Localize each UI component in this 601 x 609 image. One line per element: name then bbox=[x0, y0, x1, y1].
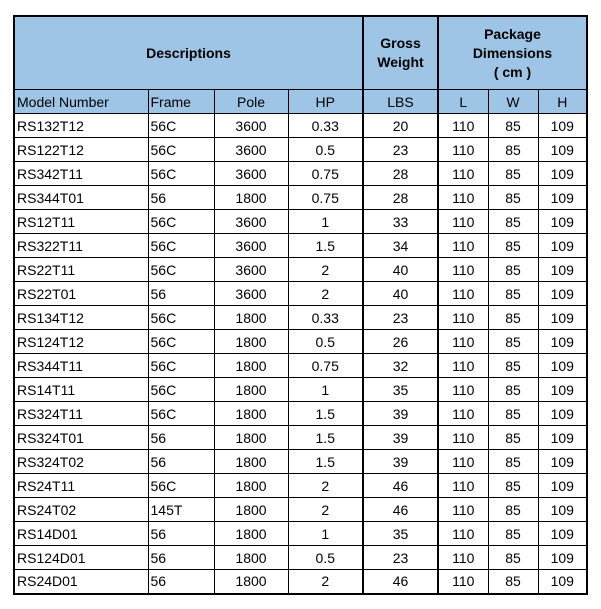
pole-cell: 1800 bbox=[214, 186, 288, 210]
height-cell: 109 bbox=[538, 426, 587, 450]
height-cell: 109 bbox=[538, 546, 587, 570]
length-cell: 110 bbox=[438, 474, 488, 498]
width-cell: 85 bbox=[488, 258, 538, 282]
height-cell: 109 bbox=[538, 234, 587, 258]
frame-cell: 56C bbox=[148, 138, 214, 162]
lbs-cell: 34 bbox=[363, 234, 438, 258]
hp-cell: 2 bbox=[288, 282, 363, 306]
package-line1: Package bbox=[484, 25, 541, 42]
height-cell: 109 bbox=[538, 186, 587, 210]
width-cell: 85 bbox=[488, 210, 538, 234]
width-cell: 85 bbox=[488, 474, 538, 498]
column-header-pole: Pole bbox=[214, 90, 288, 114]
table-row bbox=[14, 570, 587, 594]
model-number-cell: RS344T01 bbox=[14, 186, 148, 210]
frame-cell: 56 bbox=[148, 282, 214, 306]
frame-cell: 56 bbox=[148, 186, 214, 210]
model-number-cell: RS322T11 bbox=[14, 234, 148, 258]
table-row bbox=[14, 498, 587, 522]
length-cell: 110 bbox=[438, 354, 488, 378]
lbs-cell: 23 bbox=[363, 306, 438, 330]
hp-cell: 0.5 bbox=[288, 330, 363, 354]
pole-cell: 3600 bbox=[214, 258, 288, 282]
length-cell: 110 bbox=[438, 426, 488, 450]
length-cell: 110 bbox=[438, 258, 488, 282]
column-header-model: Model Number bbox=[14, 90, 148, 114]
width-cell: 85 bbox=[488, 570, 538, 594]
width-cell: 85 bbox=[488, 186, 538, 210]
length-cell: 110 bbox=[438, 186, 488, 210]
height-cell: 109 bbox=[538, 138, 587, 162]
table-row bbox=[14, 186, 587, 210]
lbs-cell: 46 bbox=[363, 498, 438, 522]
model-number-cell: RS22T01 bbox=[14, 282, 148, 306]
lbs-cell: 40 bbox=[363, 282, 438, 306]
height-cell: 109 bbox=[538, 570, 587, 594]
hp-cell: 1 bbox=[288, 210, 363, 234]
height-cell: 109 bbox=[538, 258, 587, 282]
hp-cell: 2 bbox=[288, 498, 363, 522]
frame-cell: 56C bbox=[148, 162, 214, 186]
table-row bbox=[14, 210, 587, 234]
frame-cell: 56C bbox=[148, 210, 214, 234]
pole-cell: 1800 bbox=[214, 498, 288, 522]
length-cell: 110 bbox=[438, 210, 488, 234]
table-row bbox=[14, 450, 587, 474]
model-number-cell: RS134T12 bbox=[14, 306, 148, 330]
length-cell: 110 bbox=[438, 498, 488, 522]
table-row bbox=[14, 474, 587, 498]
length-cell: 110 bbox=[438, 522, 488, 546]
table-row bbox=[14, 138, 587, 162]
frame-cell: 56C bbox=[148, 258, 214, 282]
model-number-cell: RS324T11 bbox=[14, 402, 148, 426]
lbs-cell: 28 bbox=[363, 186, 438, 210]
gross-weight-line1: Gross bbox=[380, 35, 421, 51]
motor-spec-table bbox=[13, 15, 588, 595]
frame-cell: 56C bbox=[148, 354, 214, 378]
width-cell: 85 bbox=[488, 426, 538, 450]
length-cell: 110 bbox=[438, 282, 488, 306]
column-header-lbs: LBS bbox=[363, 90, 438, 114]
column-header-l: L bbox=[438, 90, 488, 114]
length-cell: 110 bbox=[438, 378, 488, 402]
lbs-cell: 39 bbox=[363, 402, 438, 426]
model-number-cell: RS24T02 bbox=[14, 498, 148, 522]
pole-cell: 3600 bbox=[214, 210, 288, 234]
frame-cell: 56C bbox=[148, 474, 214, 498]
pole-cell: 1800 bbox=[214, 330, 288, 354]
hp-cell: 1.5 bbox=[288, 450, 363, 474]
hp-cell: 0.5 bbox=[288, 546, 363, 570]
length-cell: 110 bbox=[438, 330, 488, 354]
length-cell: 110 bbox=[438, 306, 488, 330]
pole-cell: 1800 bbox=[214, 378, 288, 402]
height-cell: 109 bbox=[538, 450, 587, 474]
pole-cell: 1800 bbox=[214, 354, 288, 378]
frame-cell: 56C bbox=[148, 306, 214, 330]
height-cell: 109 bbox=[538, 378, 587, 402]
pole-cell: 1800 bbox=[214, 546, 288, 570]
lbs-cell: 26 bbox=[363, 330, 438, 354]
width-cell: 85 bbox=[488, 330, 538, 354]
height-cell: 109 bbox=[538, 522, 587, 546]
frame-cell: 56C bbox=[148, 378, 214, 402]
hp-cell: 0.5 bbox=[288, 138, 363, 162]
pole-cell: 1800 bbox=[214, 306, 288, 330]
length-cell: 110 bbox=[438, 162, 488, 186]
width-cell: 85 bbox=[488, 234, 538, 258]
height-cell: 109 bbox=[538, 162, 587, 186]
width-cell: 85 bbox=[488, 306, 538, 330]
model-number-cell: RS324T01 bbox=[14, 426, 148, 450]
length-cell: 110 bbox=[438, 570, 488, 594]
hp-cell: 2 bbox=[288, 474, 363, 498]
length-cell: 110 bbox=[438, 234, 488, 258]
height-cell: 109 bbox=[538, 306, 587, 330]
lbs-cell: 23 bbox=[363, 138, 438, 162]
width-cell: 85 bbox=[488, 114, 538, 138]
length-cell: 110 bbox=[438, 114, 488, 138]
pole-cell: 1800 bbox=[214, 522, 288, 546]
column-header-h: H bbox=[538, 90, 587, 114]
lbs-cell: 39 bbox=[363, 426, 438, 450]
frame-cell: 56 bbox=[148, 450, 214, 474]
table-row bbox=[14, 282, 587, 306]
hp-cell: 0.33 bbox=[288, 306, 363, 330]
width-cell: 85 bbox=[488, 498, 538, 522]
pole-cell: 3600 bbox=[214, 234, 288, 258]
table-row bbox=[14, 330, 587, 354]
width-cell: 85 bbox=[488, 450, 538, 474]
height-cell: 109 bbox=[538, 330, 587, 354]
pole-cell: 3600 bbox=[214, 114, 288, 138]
frame-cell: 56C bbox=[148, 114, 214, 138]
frame-cell: 145T bbox=[148, 498, 214, 522]
pole-cell: 1800 bbox=[214, 570, 288, 594]
model-number-cell: RS12T11 bbox=[14, 210, 148, 234]
hp-cell: 1.5 bbox=[288, 402, 363, 426]
lbs-cell: 23 bbox=[363, 546, 438, 570]
table-row bbox=[14, 258, 587, 282]
height-cell: 109 bbox=[538, 498, 587, 522]
hp-cell: 1 bbox=[288, 378, 363, 402]
pole-cell: 3600 bbox=[214, 282, 288, 306]
height-cell: 109 bbox=[538, 114, 587, 138]
height-cell: 109 bbox=[538, 282, 587, 306]
model-number-cell: RS124D01 bbox=[14, 546, 148, 570]
lbs-cell: 46 bbox=[363, 474, 438, 498]
hp-cell: 1.5 bbox=[288, 234, 363, 258]
width-cell: 85 bbox=[488, 522, 538, 546]
table-row bbox=[14, 426, 587, 450]
lbs-cell: 46 bbox=[363, 570, 438, 594]
gross-weight-line2: Weight bbox=[377, 54, 424, 70]
width-cell: 85 bbox=[488, 282, 538, 306]
frame-cell: 56C bbox=[148, 234, 214, 258]
table-body bbox=[14, 114, 587, 594]
column-header-hp: HP bbox=[288, 90, 363, 114]
hp-cell: 2 bbox=[288, 258, 363, 282]
hp-cell: 1 bbox=[288, 522, 363, 546]
model-number-cell: RS22T11 bbox=[14, 258, 148, 282]
width-cell: 85 bbox=[488, 402, 538, 426]
model-number-cell: RS124T12 bbox=[14, 330, 148, 354]
column-header-row bbox=[14, 90, 587, 114]
width-cell: 85 bbox=[488, 138, 538, 162]
table-row bbox=[14, 306, 587, 330]
table-row bbox=[14, 162, 587, 186]
table-row bbox=[14, 546, 587, 570]
table-row bbox=[14, 114, 587, 138]
descriptions-header: Descriptions bbox=[14, 16, 363, 90]
frame-cell: 56 bbox=[148, 546, 214, 570]
model-number-cell: RS24T11 bbox=[14, 474, 148, 498]
model-number-cell: RS14T11 bbox=[14, 378, 148, 402]
frame-cell: 56C bbox=[148, 330, 214, 354]
table-row bbox=[14, 354, 587, 378]
model-number-cell: RS342T11 bbox=[14, 162, 148, 186]
height-cell: 109 bbox=[538, 402, 587, 426]
header-group-row bbox=[14, 16, 587, 90]
package-line2: Dimensions bbox=[472, 44, 553, 61]
length-cell: 110 bbox=[438, 402, 488, 426]
hp-cell: 0.33 bbox=[288, 114, 363, 138]
height-cell: 109 bbox=[538, 354, 587, 378]
lbs-cell: 32 bbox=[363, 354, 438, 378]
pole-cell: 1800 bbox=[214, 450, 288, 474]
hp-cell: 0.75 bbox=[288, 162, 363, 186]
pole-cell: 1800 bbox=[214, 402, 288, 426]
lbs-cell: 20 bbox=[363, 114, 438, 138]
length-cell: 110 bbox=[438, 138, 488, 162]
length-cell: 110 bbox=[438, 450, 488, 474]
table-row bbox=[14, 522, 587, 546]
width-cell: 85 bbox=[488, 162, 538, 186]
model-number-cell: RS24D01 bbox=[14, 570, 148, 594]
width-cell: 85 bbox=[488, 378, 538, 402]
column-header-w: W bbox=[488, 90, 538, 114]
package-dimensions-header bbox=[438, 16, 587, 90]
column-header-frame: Frame bbox=[148, 90, 214, 114]
model-number-cell: RS14D01 bbox=[14, 522, 148, 546]
table-row bbox=[14, 402, 587, 426]
lbs-cell: 40 bbox=[363, 258, 438, 282]
height-cell: 109 bbox=[538, 210, 587, 234]
lbs-cell: 35 bbox=[363, 522, 438, 546]
width-cell: 85 bbox=[488, 546, 538, 570]
frame-cell: 56 bbox=[148, 522, 214, 546]
pole-cell: 3600 bbox=[214, 162, 288, 186]
table-row bbox=[14, 378, 587, 402]
frame-cell: 56 bbox=[148, 570, 214, 594]
pole-cell: 3600 bbox=[214, 138, 288, 162]
package-line3: ( cm ) bbox=[493, 63, 532, 80]
lbs-cell: 28 bbox=[363, 162, 438, 186]
model-number-cell: RS324T02 bbox=[14, 450, 148, 474]
lbs-cell: 39 bbox=[363, 450, 438, 474]
frame-cell: 56 bbox=[148, 426, 214, 450]
height-cell: 109 bbox=[538, 474, 587, 498]
model-number-cell: RS122T12 bbox=[14, 138, 148, 162]
width-cell: 85 bbox=[488, 354, 538, 378]
model-number-cell: RS132T12 bbox=[14, 114, 148, 138]
pole-cell: 1800 bbox=[214, 474, 288, 498]
frame-cell: 56C bbox=[148, 402, 214, 426]
length-cell: 110 bbox=[438, 546, 488, 570]
pole-cell: 1800 bbox=[214, 426, 288, 450]
model-number-cell: RS344T11 bbox=[14, 354, 148, 378]
table-row bbox=[14, 234, 587, 258]
lbs-cell: 35 bbox=[363, 378, 438, 402]
hp-cell: 0.75 bbox=[288, 186, 363, 210]
lbs-cell: 33 bbox=[363, 210, 438, 234]
hp-cell: 2 bbox=[288, 570, 363, 594]
hp-cell: 1.5 bbox=[288, 426, 363, 450]
hp-cell: 0.75 bbox=[288, 354, 363, 378]
gross-weight-header bbox=[363, 16, 438, 90]
